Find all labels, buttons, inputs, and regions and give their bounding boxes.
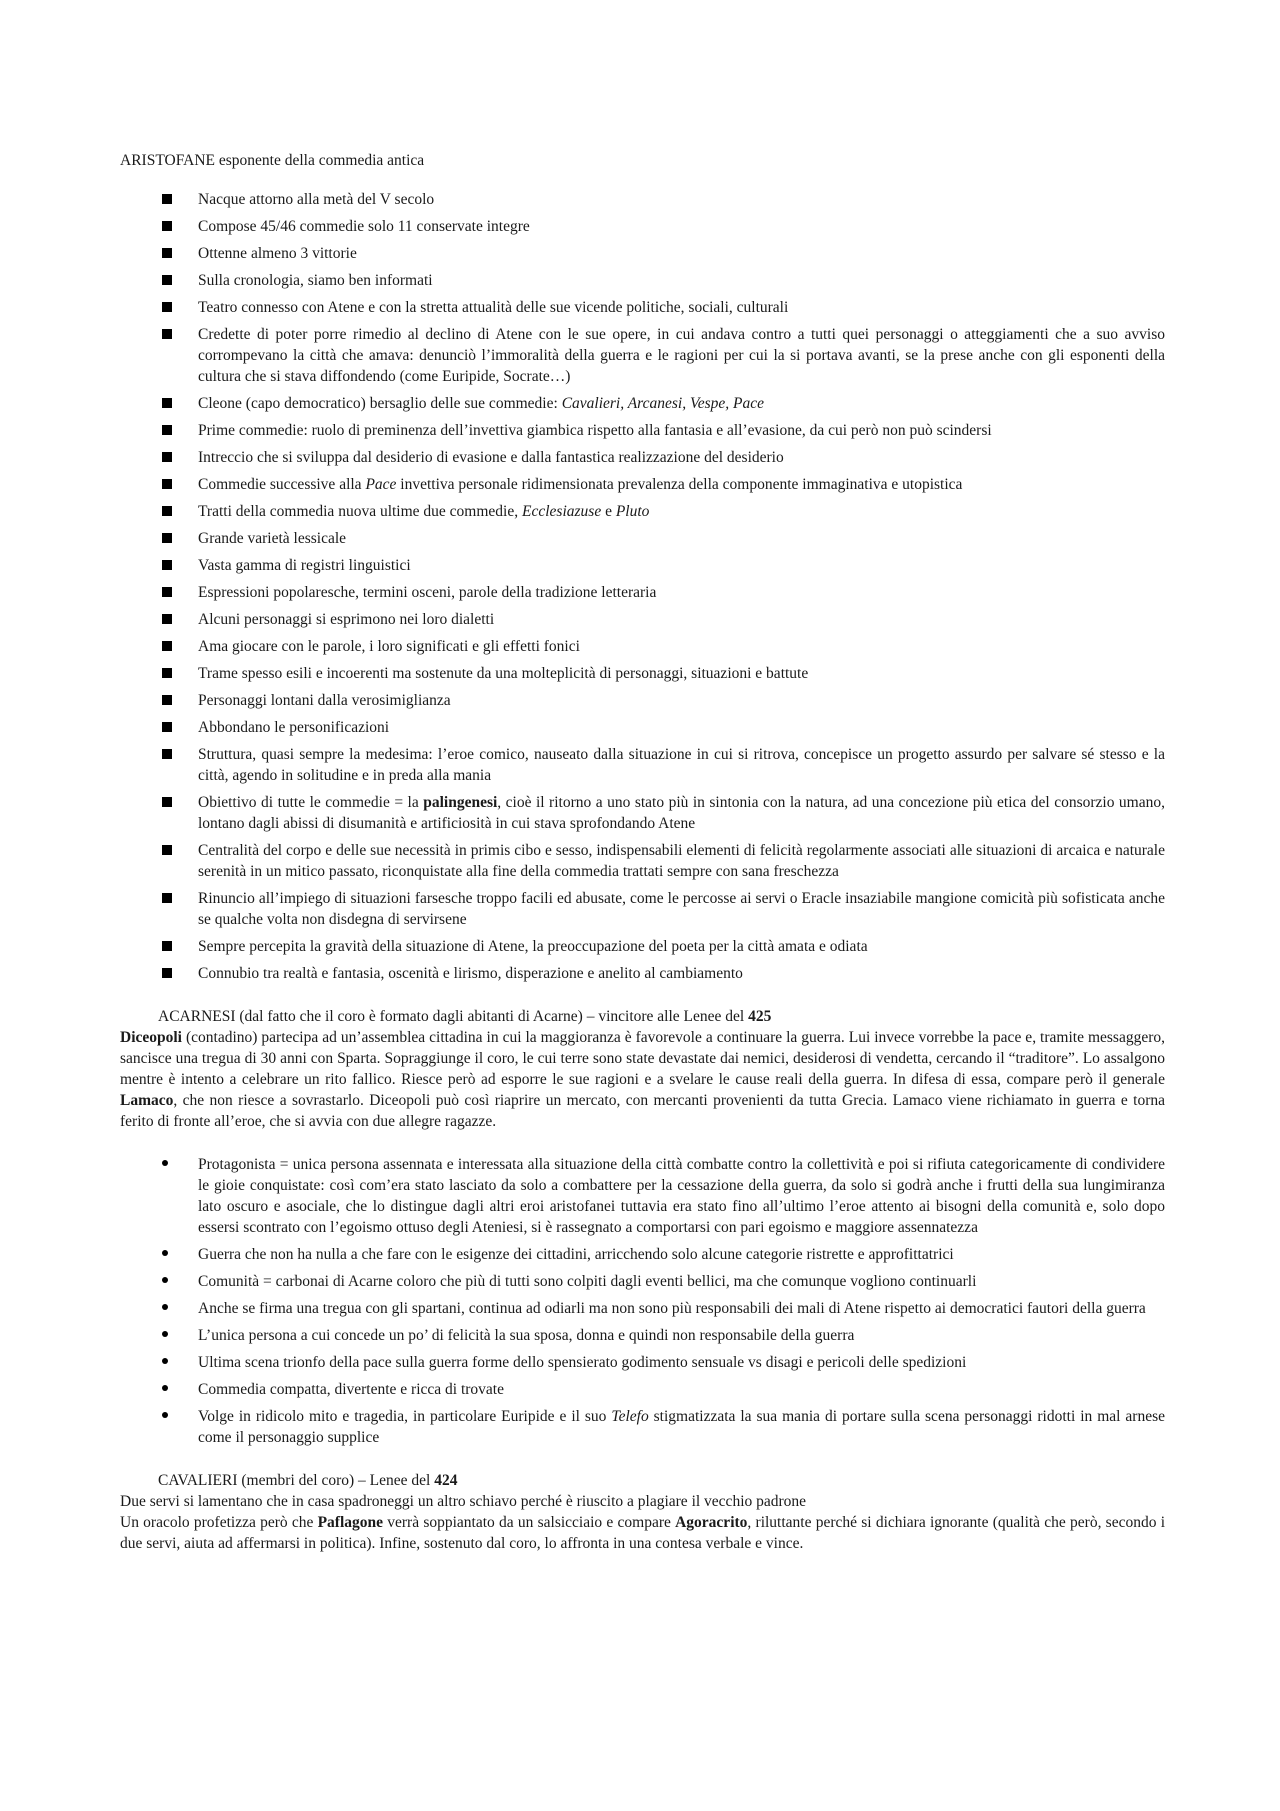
cavalieri-summary: [120, 1512, 1165, 1554]
list-item: Ottenne almeno 3 vittorie: [120, 243, 1165, 264]
list-item: Rinuncio all’impiego di situazioni farsesche troppo facili ed abusate, come le percosse ai servi o Eracle insaziabile mangione comicità più sofisticata anche se qualche volta non disdegna di servirsene: [120, 888, 1165, 930]
list-item: Nacque attorno alla metà del V secolo: [120, 189, 1165, 210]
list-item: Vasta gamma di registri linguistici: [120, 555, 1165, 576]
title-italic: Ecclesiazuse: [522, 503, 602, 520]
list-item: Guerra che non ha nulla a che fare con le esigenze dei cittadini, arricchendo solo alcune categorie ristrette e approfittatrici: [120, 1244, 1165, 1265]
text-run: Cleone (capo democratico) bersaglio delle sue commedie:: [198, 395, 562, 412]
title-italic: Pace: [365, 476, 397, 493]
list-item: [120, 1406, 1165, 1448]
title-italic: Pluto: [615, 503, 650, 520]
cavalieri-line: Due servi si lamentano che in casa spadroneggi un altro schiavo perché è riuscito a plagiare il vecchio padrone: [120, 1493, 807, 1510]
text-run: Tratti della commedia nuova ultime due commedie,: [198, 503, 522, 520]
list-item: [120, 792, 1165, 834]
text-run: Un oracolo profetizza però che: [120, 1514, 318, 1531]
document-page: [120, 150, 1165, 1554]
text-run: Volge in ridicolo mito e tragedia, in particolare Euripide e il suo: [198, 1408, 612, 1425]
list-item: Intreccio che si sviluppa dal desiderio di evasione e dalla fantastica realizzazione del desiderio: [120, 447, 1165, 468]
character-name: Paflagone: [317, 1514, 384, 1531]
character-name: Diceopoli: [120, 1029, 182, 1046]
acarnesi-bullet-list: [120, 1154, 1165, 1448]
list-item: Personaggi lontani dalla verosimiglianza: [120, 690, 1165, 711]
list-item: Prime commedie: ruolo di preminenza dell’invettiva giambica rispetto alla fantasia e all’evasione, da cui però non può scindersi: [120, 420, 1165, 441]
list-item: [120, 501, 1165, 522]
text-run: ACARNESI (dal fatto che il coro è formato dagli abitanti di Acarne) – vincitore alle Lenee del: [158, 1008, 749, 1025]
list-item: Comunità = carbonai di Acarne coloro che più di tutti sono colpiti dagli eventi bellici, ma che comunque vogliono continuarli: [120, 1271, 1165, 1292]
text-run: invettiva personale ridimensionata prevalenza della componente immaginativa e utopistica: [396, 476, 963, 493]
list-item: L’unica persona a cui concede un po’ di felicità la sua sposa, donna e quindi non responsabile della guerra: [120, 1325, 1165, 1346]
bold-term: palingenesi: [423, 794, 498, 811]
text-run: CAVALIERI (membri del coro) – Lenee del: [158, 1472, 435, 1489]
list-item: Credette di poter porre rimedio al declino di Atene con le sue opere, in cui andava contro a tutti quei personaggi o atteggiamenti che a suo avviso corrompevano la città che amava: denunciò l’immoralità della guerra e le ragioni per cui la si portava avanti, se la prese anche con gli esponenti della cultura che si stava diffondendo (come Euripide, Socrate…): [120, 324, 1165, 387]
list-item: Compose 45/46 commedie solo 11 conservate integre: [120, 216, 1165, 237]
year-bold: 425: [748, 1008, 772, 1025]
list-item: Ama giocare con le parole, i loro significati e gli effetti fonici: [120, 636, 1165, 657]
list-item: Abbondano le personificazioni: [120, 717, 1165, 738]
acarnesi-summary: [120, 1027, 1165, 1132]
list-item: Ultima scena trionfo della pace sulla guerra forme dello spensierato godimento sensuale vs disagi e pericoli delle spedizioni: [120, 1352, 1165, 1373]
title-italic: Cavalieri, Arcanesi, Vespe, Pace: [561, 395, 764, 412]
list-item: Espressioni popolaresche, termini osceni, parole della tradizione letteraria: [120, 582, 1165, 603]
list-item: Struttura, quasi sempre la medesima: l’eroe comico, nauseato dalla situazione in cui si ritrova, concepisce un progetto assurdo per salvare sé stesso e la città, agendo in solitudine e in preda alla mania: [120, 744, 1165, 786]
list-item: Commedia compatta, divertente e ricca di trovate: [120, 1379, 1165, 1400]
list-item: [120, 393, 1165, 414]
text-run: stigmatizzata la sua mania di portare sulla scena personaggi ridotti in mal arnese come il personaggio supplice: [198, 1408, 1165, 1446]
document-title: ARISTOFANE esponente della commedia antica: [120, 152, 425, 169]
text-run: , cioè il ritorno a uno stato più in sintonia con la natura, ad una concezione più etica del consorzio umano, lontano dagli abissi di disumanità e artificiosità in cui stava sprofondando Atene: [198, 794, 1165, 832]
text-run: Commedie successive alla: [198, 476, 366, 493]
list-item: Trame spesso esili e incoerenti ma sostenute da una molteplicità di personaggi, situazioni e battute: [120, 663, 1165, 684]
text-run: , riluttante perché si dichiara ignorante (qualità che però, secondo i due servi, aiuta ad affermarsi in politica). Infine, sostenuto dal coro, lo affronta in una contesa verbale e vince.: [120, 1514, 1166, 1552]
text-run: Obiettivo di tutte le commedie = la: [198, 794, 424, 811]
text-run: verrà soppiantato da un salsicciaio e compare: [383, 1514, 676, 1531]
acarnesi-heading: [120, 1006, 1165, 1027]
list-item: Connubio tra realtà e fantasia, oscenità e lirismo, disperazione e anelito al cambiamento: [120, 963, 1165, 984]
text-run: (contadino) partecipa ad un’assemblea cittadina in cui la maggioranza è favorevole a continuare la guerra. Lui invece vorrebbe la pace e, tramite messaggero, sancisce una tregua di 30 anni con Sparta. Sopraggiunge il coro, le cui terre sono state devastate dai nemici, desiderosi di vendetta, cercando il “traditore”. Lo assalgono mentre è intento a celebrare un rito fallico. Riesce però ad esporre le sue ragioni e a svelare le cause reali della guerra. In difesa di essa, compare però il generale: [120, 1029, 1165, 1088]
list-item: Sulla cronologia, siamo ben informati: [120, 270, 1165, 291]
list-item: [120, 474, 1165, 495]
aristofane-bullet-list: [120, 189, 1165, 984]
list-item: Anche se firma una tregua con gli spartani, continua ad odiarli ma non sono più responsabili dei mali di Atene rispetto ai democratici fautori della guerra: [120, 1298, 1165, 1319]
character-name: Agoracrito: [675, 1514, 748, 1531]
year-bold: 424: [434, 1472, 458, 1489]
spacer: [120, 1132, 1165, 1154]
text-run: e: [601, 503, 616, 520]
cavalieri-heading: [120, 1470, 1165, 1491]
list-item: Teatro connesso con Atene e con la stretta attualità delle sue vicende politiche, sociali, culturali: [120, 297, 1165, 318]
list-item: Grande varietà lessicale: [120, 528, 1165, 549]
text-run: , che non riesce a sovrastarlo. Diceopoli può così riaprire un mercato, con mercanti provenienti da tutta Grecia. Lamaco viene richiamato in guerra e torna ferito di fronte all’eroe, che si avvia con due allegre ragazze.: [120, 1092, 1165, 1130]
list-item: Protagonista = unica persona assennata e interessata alla situazione della città combatte contro la collettività e poi si rifiuta categoricamente di condividere le gioie conquistate: così com’era stato lasciato da solo a combattere per la cessazione della guerra, da solo si godrà anche i frutti della sua lungimiranza lato oscuro e asociale, che lo distingue dagli altri eroi aristofanei tuttavia era stato fino all’ultimo l’eroe attento ai bisogni della comunità e, solo dopo essersi scontrato con l’egoismo ottuso degli Ateniesi, si è rassegnato a comportarsi con pari egoismo e maggiore assennatezza: [120, 1154, 1165, 1238]
list-item: Alcuni personaggi si esprimono nei loro dialetti: [120, 609, 1165, 630]
list-item: Sempre percepita la gravità della situazione di Atene, la preoccupazione del poeta per la città amata e odiata: [120, 936, 1165, 957]
title-italic: Telefo: [611, 1408, 649, 1425]
list-item: Centralità del corpo e delle sue necessità in primis cibo e sesso, indispensabili elementi di felicità regolarmente associati alle situazioni di arcaica e naturale serenità in un mitico passato, riconquistate alla fine della commedia trattati sempre con sana freschezza: [120, 840, 1165, 882]
character-name: Lamaco: [120, 1092, 174, 1109]
